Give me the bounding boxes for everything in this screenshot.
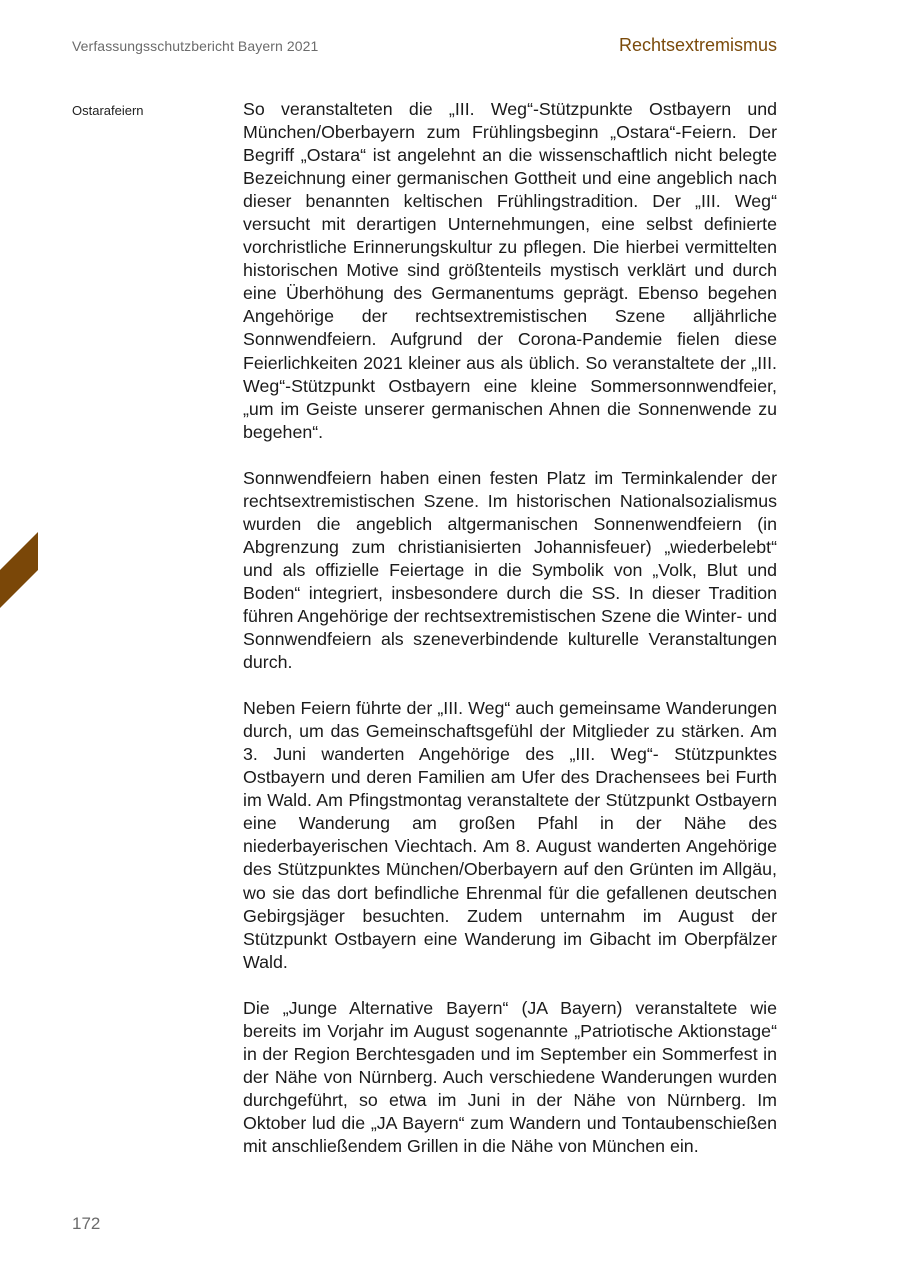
paragraph: Die „Junge Alternative Bayern“ (JA Bayern) veranstaltete wie bereits im Vorjahr im August sogenannte „Patriotische Aktionstage“ in der Region Berchtesgaden und im September ein Sommerfest in der Nähe von Nürnberg. Auch verschiedene Wanderungen wurden durchgeführt, so etwa im Juni in der Nähe von Nürnberg. Im Oktober lud die „JA Bayern“ zum Wandern und Tontaubenschießen mit anschließendem Grillen in die Nähe von München ein. xyxy=(243,997,777,1156)
chapter-marker-tab xyxy=(0,532,38,608)
page-number: 172 xyxy=(72,1214,101,1233)
body-text xyxy=(243,98,777,1181)
paragraph: So veranstalteten die „III. Weg“-Stützpunkte Ostbayern und München/Oberbayern zum Frühlingsbeginn „Ostara“-Feiern. Der Begriff „Ostara“ ist angelehnt an die wissenschaftlich nicht belegte Bezeichnung einer germanischen Gottheit und eine angeblich nach dieser benannten keltischen Frühlingstradition. Der „III. Weg“ versucht mit derartigen Unternehmungen, eine selbst definierte vorchristliche Erinnerungskultur zu pflegen. Die hierbei vermittelten historischen Motive sind größtenteils mystisch verklärt und durch eine Überhöhung des Germanentums geprägt. Ebenso begehen Angehörige der rechtsextremistischen Szene alljährliche Sonnwendfeiern. Aufgrund der Corona-Pandemie fielen diese Feierlichkeiten 2021 kleiner aus als üblich. So veranstaltete der „III. Weg“-Stützpunkt Ostbayern eine kleine Sommersonnwendfeier, „um im Geiste unserer germanischen Ahnen die Sonnenwende zu begehen“. xyxy=(243,99,777,442)
paragraph: Neben Feiern führte der „III. Weg“ auch gemeinsame Wanderungen durch, um das Gemeinschaftsgefühl der Mitglieder zu stärken. Am 3. Juni wanderten Angehörige des „III. Weg“- Stützpunktes Ostbayern und deren Familien am Ufer des Drachensees bei Furth im Wald. Am Pfingstmontag veranstaltete der Stützpunkt Ostbayern eine Wanderung am großen Pfahl in der Nähe des niederbayerischen Viechtach. Am 8. August wanderten Angehörige des Stützpunktes München/Oberbayern auf den Grünten im Allgäu, wo sie das dort befindliche Ehrenmal für die gefallenen deutschen Gebirgsjäger besuchten. Zudem unternahm im August der Stützpunkt Ostbayern eine Wanderung im Gibacht im Oberpfälzer Wald. xyxy=(243,698,777,972)
running-header-chapter: Rechtsextremismus xyxy=(618,35,777,55)
paragraph: Sonnwendfeiern haben einen festen Platz im Terminkalender der rechtsextremistischen Szene. Im historischen Nationalsozialismus wurden die angeblich altgermanischen Sonnenwendfeiern (in Abgrenzung zum christianisierten Johannisfeuer) „wiederbelebt“ und als offizielle Feiertage in die Symbolik von „Volk, Blut und Boden“ integriert, insbesondere durch die SS. In dieser Tradition führen Angehörige der rechtsextremistischen Szene die Winter- und Sonnwendfeiern als szeneverbindende kulturelle Veranstaltungen durch. xyxy=(243,467,777,673)
margin-note: Ostarafeiern xyxy=(72,103,144,118)
running-header-title: Verfassungsschutzbericht Bayern 2021 xyxy=(72,38,319,54)
